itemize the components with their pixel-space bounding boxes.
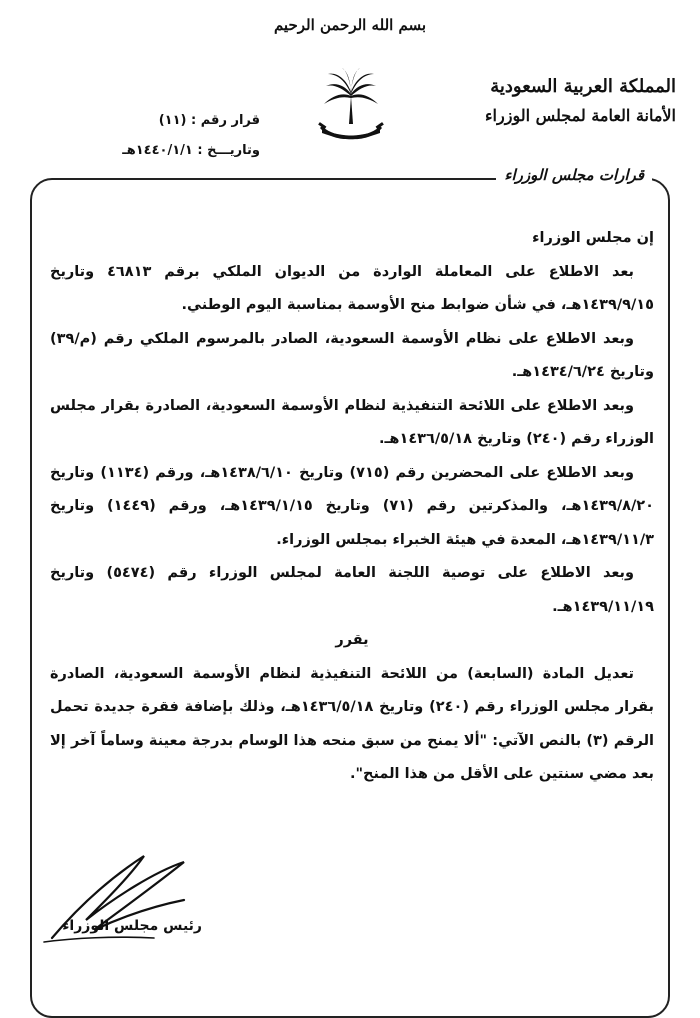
paragraph-amendment: تعديل المادة (السابعة) من اللائحة التنفيذية لنظام الأوسمة السعودية، الصادرة بقرار مجلس الوزراء رقم (٢٤٠) وتاريخ ١٤٣٦/٥/١٨هـ، وذلك بإضافة فقرة جديدة تحمل الرقم (٣) بالنص الآتي: "ألا يمنح من سبق منحه هذا الوسام بدرجة معينة وساماً آخر إلا بعد مضي سنتين على الأقل من هذا المنح".	[50, 665, 654, 782]
issuing-authority	[476, 72, 676, 130]
decision-number: قرار رقم : (١١)	[158, 113, 260, 128]
section-label: قرارات مجلس الوزراء	[496, 166, 652, 184]
org-name-kingdom: المملكة العربية السعودية	[490, 76, 676, 97]
opening-line: إن مجلس الوزراء	[532, 230, 654, 246]
paragraph-committee-recommendation: وبعد الاطلاع على توصية اللجنة العامة لمجلس الوزراء رقم (٥٤٧٤) وتاريخ ١٤٣٩/١١/١٩هـ.	[50, 565, 654, 615]
decision-date: وتاريـــخ : ١٤٤٠/١/١هـ	[122, 143, 260, 158]
paragraph-medals-system: وبعد الاطلاع على نظام الأوسمة السعودية، الصادر بالمرسوم الملكي رقم (م/٣٩) وتاريخ ١٤٣٤/٦/٢٤هـ.	[50, 330, 654, 380]
paragraph-minutes-memos: وبعد الاطلاع على المحضرين رقم (٧١٥) وتاريخ ١٤٣٨/٦/١٠هـ، ورقم (١١٣٤) وتاريخ ١٤٣٩/٨/٢٠هـ، والمذكرتين رقم (٧١) وتاريخ ١٤٣٩/١/١٥هـ، ورقم (١٤٤٩) وتاريخ ١٤٣٩/١١/٣هـ، المعدة في هيئة الخبراء بمجلس الوزراء.	[50, 464, 655, 548]
decides-heading: يقرر	[335, 632, 369, 648]
paragraph-royal-court: بعد الاطلاع على المعاملة الواردة من الديوان الملكي برقم ٤٦٨١٣ وتاريخ ١٤٣٩/٩/١٥هـ، في شأن ضوابط منح الأوسمة بمناسبة اليوم الوطني.	[50, 263, 654, 313]
paragraph-executive-regulation: وبعد الاطلاع على اللائحة التنفيذية لنظام الأوسمة السعودية، الصادرة بقرار مجلس الوزراء رقم (٢٤٠) وتاريخ ١٤٣٦/٥/١٨هـ.	[50, 397, 654, 447]
signatory-title: رئيس مجلس الوزراء	[62, 918, 202, 934]
org-name-secretariat: الأمانة العامة لمجلس الوزراء	[485, 106, 676, 125]
signature-icon	[34, 842, 214, 952]
decision-meta	[90, 106, 260, 166]
palm-and-swords-emblem-icon	[314, 66, 388, 146]
basmala: بسم الله الرحمن الرحيم	[273, 16, 427, 34]
decision-body	[50, 222, 654, 792]
